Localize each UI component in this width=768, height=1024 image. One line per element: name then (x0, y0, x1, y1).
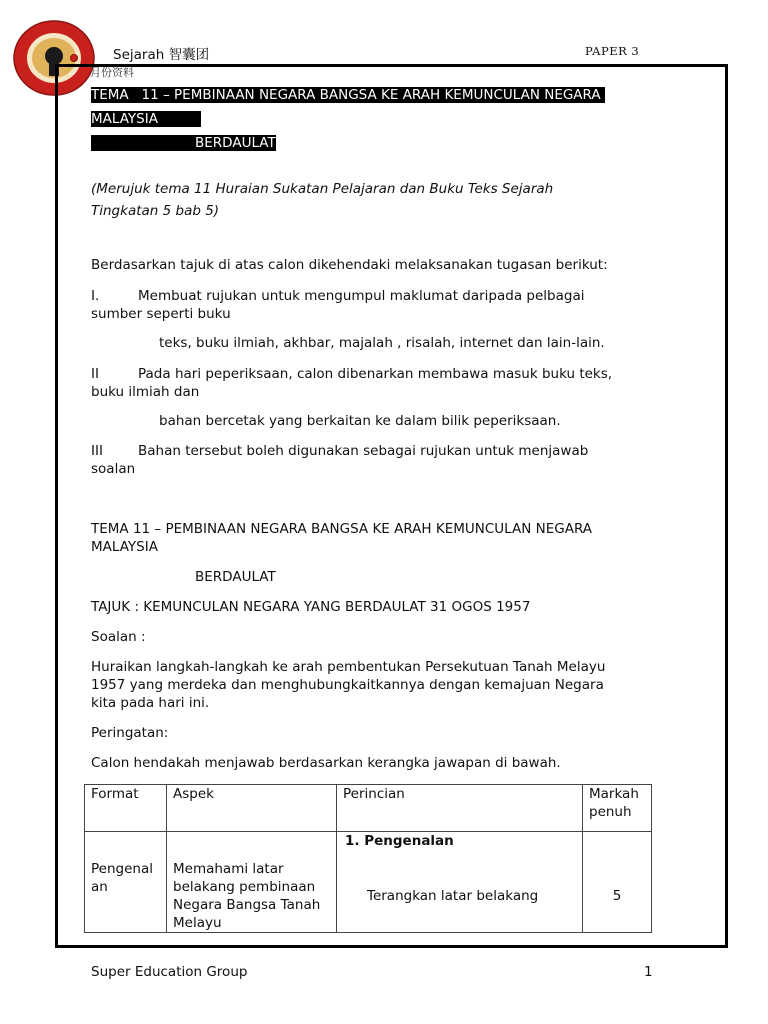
reference-line-1: (Merujuk tema 11 Huraian Sukatan Pelajaran dan Buku Teks Sejarah (91, 181, 554, 197)
reference-line-2: Tingkatan 5 bab 5) (91, 203, 220, 219)
instruction-i-line1: Membuat rujukan untuk mengumpul maklumat daripada pelbagai (138, 288, 585, 304)
instruction-ii-line2: buku ilmiah dan (91, 384, 200, 400)
soalan-line-3: kita pada hari ini. (91, 695, 210, 711)
instruction-i-line2: sumber seperti buku (91, 306, 231, 322)
tema-line-2: MALAYSIA (91, 539, 158, 555)
perincian-text: Terangkan latar belakang (367, 888, 539, 904)
table-header-cell: Aspek (167, 785, 337, 832)
markah-value: 5 (612, 888, 622, 904)
footer-publisher: Super Education Group (91, 964, 248, 980)
answer-framework-table (84, 784, 652, 933)
soalan-label: Soalan : (91, 629, 146, 645)
instructions-intro: Berdasarkan tajuk di atas calon dikehendaki melaksanakan tugasan berikut: (91, 257, 608, 273)
table-header-cell: Markah penuh (583, 785, 652, 832)
soalan-line-1: Huraikan langkah-langkah ke arah pembentukan Persekutuan Tanah Melayu (91, 659, 606, 675)
tajuk: TAJUK : KEMUNCULAN NEGARA YANG BERDAULAT 31 OGOS 1957 (91, 599, 531, 615)
aspek-value: Memahami latar belakang pembinaan Negara Bangsa Tanah Melayu (173, 861, 321, 931)
footer-page-number: 1 (644, 964, 653, 980)
table-cell-aspek (167, 832, 337, 933)
table-cell-markah (583, 832, 652, 933)
instruction-ii-num: II (91, 366, 99, 382)
header-paper: PAPER 3 (585, 44, 640, 58)
table-header-cell: Perincian (337, 785, 583, 832)
instruction-ii-line3: bahan bercetak yang berkaitan ke dalam bilik peperiksaan. (159, 413, 561, 429)
title-line-3: BERDAULAT (91, 135, 276, 151)
soalan-line-2: 1957 yang merdeka dan menghubungkaitkannya dengan kemajuan Negara (91, 677, 604, 693)
table-cell-perincian (337, 832, 583, 933)
title-line-2: MALAYSIA (91, 111, 201, 127)
instruction-ii-line1: Pada hari peperiksaan, calon dibenarkan membawa masuk buku teks, (138, 366, 613, 382)
tema-line-1: TEMA 11 – PEMBINAAN NEGARA BANGSA KE ARAH KEMUNCULAN NEGARA (91, 521, 593, 537)
instruction-iii-line2: soalan (91, 461, 136, 477)
table-cell-format (85, 832, 167, 933)
instruction-iii-line1: Bahan tersebut boleh digunakan sebagai rujukan untuk menjawab (138, 443, 589, 459)
peringatan-text: Calon hendakah menjawab berdasarkan kerangka jawapan di bawah. (91, 755, 561, 771)
peringatan-label: Peringatan: (91, 725, 169, 741)
table-row (85, 832, 652, 933)
header-subline: 月份资料 (90, 66, 134, 79)
table-header-cell: Format (85, 785, 167, 832)
format-value: Pengenalan (91, 861, 153, 895)
table-header-row (85, 785, 652, 832)
perincian-heading: 1. Pengenalan (345, 833, 454, 849)
title-line-1: TEMA 11 – PEMBINAAN NEGARA BANGSA KE ARAH KEMUNCULAN NEGARA (91, 87, 605, 103)
header-subject: Sejarah 智囊团 (113, 47, 210, 63)
instruction-i-num: I. (91, 288, 100, 304)
tema-line-3: BERDAULAT (195, 569, 276, 585)
instruction-i-line3: teks, buku ilmiah, akhbar, majalah , risalah, internet dan lain-lain. (159, 335, 605, 351)
instruction-iii-num: III (91, 443, 103, 459)
